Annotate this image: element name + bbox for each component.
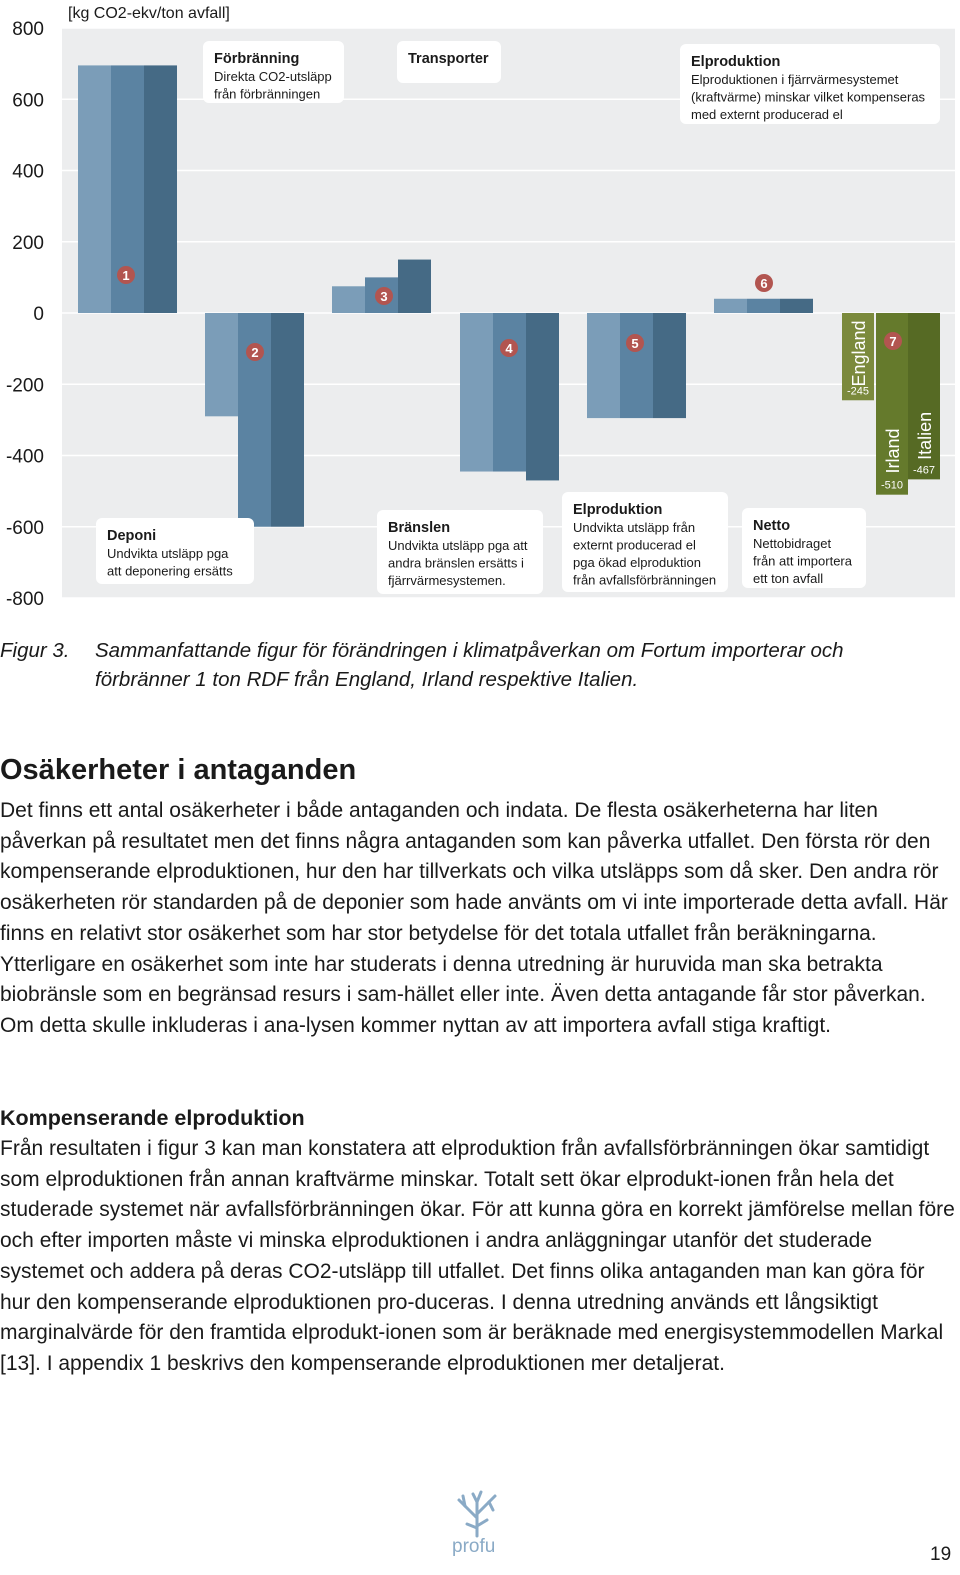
- bar-italien: [271, 313, 304, 527]
- y-tick-label: 400: [12, 161, 44, 183]
- bar-italien: [653, 313, 686, 418]
- y-tick-label: 200: [12, 232, 44, 254]
- annotation-line-elproduktion-bottom: Undvikta utsläpp från: [573, 520, 696, 535]
- step-marker-number: 5: [631, 336, 639, 351]
- annotation-line-elproduktion-bottom: pga ökad elproduktion: [573, 555, 701, 570]
- bar-italien: [144, 65, 177, 313]
- net-value-label: -510: [880, 479, 904, 492]
- y-tick-label: 800: [12, 19, 44, 40]
- y-tick-label: 0: [33, 304, 44, 325]
- y-tick-label: -400: [5, 446, 44, 468]
- step-marker-number: 2: [251, 345, 259, 360]
- figure-label: Figur 3.: [0, 639, 70, 662]
- annotation-title-elproduktion-bottom: Elproduktion: [573, 502, 663, 518]
- annotation-line-bransle: andra bränslen ersätts i: [388, 555, 524, 571]
- annotation-line-elproduktion-bottom: externt producerad el: [573, 537, 696, 553]
- section-paragraph: Det finns ett antal osäkerheter i både antaganden och indata. De flesta osäkerheterna har liten påverkan på resultatet men det finns några antaganden som kan påverka utfallet. Den första rör den kompenserande elproduktionen, hur den har tillverkats och vilka utsläpps som då sker. Den andra rör osäkerheten rör standarden på de deponier som hade använts om vi inte importerade detta avfall. Här finns en relativt stor osäkerhet som har stor betydelse för det totala utfallet från beräkningarna. Ytterligare en osäkerhet som inte har studerats i denna utredning är huruvida man ska betrakta biobränsle som en begränsad resurs i sam-hället eller inte. Även detta antagande får stor påverkan. Om detta skulle inkluderas i ana-lysen kommer nyttan av att importera avfall stiga kraftigt.: [0, 799, 948, 1037]
- bar-irland: [747, 299, 780, 313]
- bar-england: [587, 313, 620, 418]
- annotation-title-netto: Netto: [753, 518, 791, 534]
- annotation-title-deponi: Deponi: [107, 528, 157, 544]
- annotation-line-elproduktion-top: Elproduktionen i fjärrvärmesystemet: [691, 72, 899, 87]
- step-marker-number: 6: [760, 276, 768, 291]
- annotation-title-forbranning: Förbränning: [214, 51, 300, 67]
- annotation-line-netto: från att importera: [753, 553, 852, 569]
- bar-italien: [780, 299, 813, 313]
- logo-text: profu: [452, 1536, 496, 1557]
- annotation-line-deponi: att deponering ersätts: [107, 563, 233, 579]
- annotation-line-elproduktion-bottom: från avfallsförbränningen: [573, 572, 717, 588]
- bar-england: [205, 313, 238, 416]
- annotation-line-forbranning: Direkta CO2-utsläpp: [214, 69, 332, 84]
- annotation-title-transporter: Transporter: [408, 51, 489, 67]
- net-value-label: -245: [846, 385, 870, 398]
- figure-3-chart: [0, 0, 960, 625]
- annotation-line-elproduktion-top: med externt producerad el: [691, 107, 843, 122]
- annotation-line-bransle: fjärrvärmesystemen.: [388, 573, 506, 588]
- figure-caption-text: Sammanfattande figur för förändringen i klimatpåverkan om Fortum importerar och förbränner 1 ton RDF från England, Irland respektive Italien.: [95, 639, 844, 691]
- annotation-title-elproduktion-top: Elproduktion: [691, 54, 781, 70]
- net-series-name: Italien: [915, 411, 935, 460]
- bar-irland: [493, 313, 526, 472]
- annotation-line-netto: Nettobidraget: [753, 536, 832, 551]
- subsection-heading: Kompenserande elproduktion: [0, 1106, 305, 1130]
- step-marker-number: 1: [122, 268, 130, 283]
- bar-england: [332, 286, 365, 313]
- net-value-label: -467: [912, 464, 936, 477]
- net-series-name: Irland: [883, 428, 903, 474]
- step-marker-number: 7: [889, 334, 897, 349]
- subsection-paragraph: Från resultaten i figur 3 kan man konstatera att elproduktion från avfallsförbränningen ökar samtidigt som elproduktionen från annan kraftvärme minskar. Totalt sett ökar elprodukt-ionen från hela det studerade systemet när avfallsförbränningen ökar. För att kunna göra en korrekt jämförelse mellan före och efter importen måste vi minska elproduktionen i andra anläggningar utanför det studerade systemet och addera på deras CO2-utsläpp till utfallet. Det finns olika antaganden man kan göra för hur den kompenserande elproduktionen pro-duceras. I denna utredning används ett långsiktigt marginalvärde för den framtida elprodukt-ionen som är beräknade med energisystemmodellen Markal [13]. I appendix 1 beskrivs den kompenserande elproduktionen mer detaljerat.: [0, 1137, 955, 1375]
- bar-irland: [620, 313, 653, 418]
- section-heading: Osäkerheter i antaganden: [0, 754, 357, 786]
- net-series-name: England: [849, 320, 869, 387]
- annotation-line-deponi: Undvikta utsläpp pga: [107, 546, 229, 561]
- bar-england: [78, 65, 111, 313]
- step-marker-number: 4: [505, 341, 513, 356]
- annotation-title-bransle: Bränslen: [388, 520, 451, 536]
- y-tick-label: -600: [5, 517, 44, 539]
- annotation-line-forbranning: från förbränningen: [214, 86, 321, 102]
- annotation-line-bransle: Undvikta utsläpp pga att: [388, 538, 528, 553]
- bar-italien: [526, 313, 559, 480]
- bar-england: [714, 299, 747, 313]
- annotation-line-netto: ett ton avfall: [753, 571, 824, 586]
- y-tick-label: 600: [12, 90, 44, 112]
- y-tick-label: -800: [5, 589, 44, 610]
- page-number: 19: [930, 1544, 952, 1565]
- y-tick-label: -200: [5, 375, 44, 397]
- bar-england: [460, 313, 493, 472]
- step-marker-number: 3: [380, 289, 388, 304]
- unit-label: [kg CO2-ekv/ton avfall]: [68, 5, 230, 22]
- bar-italien: [398, 260, 431, 313]
- annotation-line-elproduktion-top: (kraftvärme) minskar vilket kompenseras: [691, 89, 926, 105]
